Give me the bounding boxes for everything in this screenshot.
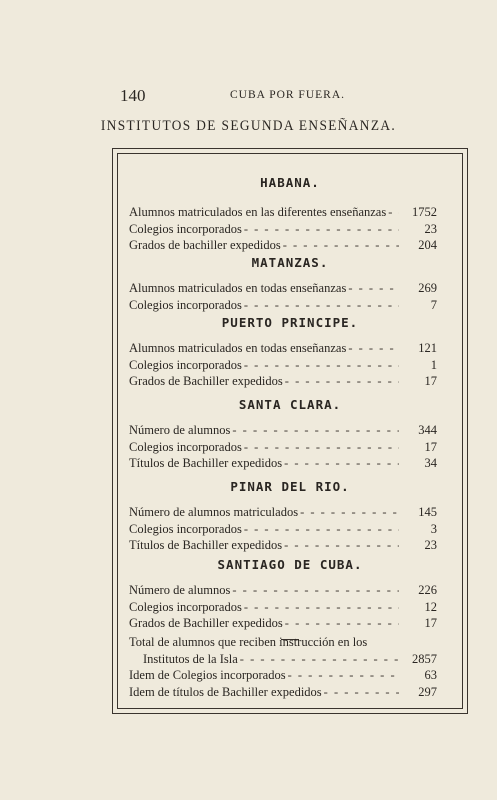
row-label: Alumnos matriculados en todas enseñanzas bbox=[129, 341, 347, 355]
page-title: INSTITUTOS DE SEGUNDA ENSEÑANZA. bbox=[100, 118, 397, 134]
row-value: 269 bbox=[418, 281, 437, 295]
table-row bbox=[129, 204, 451, 221]
section-habana bbox=[129, 174, 451, 254]
row-value: 12 bbox=[424, 599, 437, 614]
section-santiago-de-cuba bbox=[129, 556, 451, 640]
section-title: SANTA CLARA. bbox=[238, 397, 342, 412]
row-label: Colegios incorporados bbox=[129, 439, 242, 454]
row-label: Colegios incorporados bbox=[129, 521, 242, 536]
row-value: 226 bbox=[418, 583, 437, 597]
table-row bbox=[129, 537, 451, 554]
page-header bbox=[120, 86, 450, 108]
table-row bbox=[129, 521, 451, 538]
row-label: Idem de Colegios incorporados bbox=[129, 668, 286, 683]
table-row bbox=[129, 667, 451, 684]
totals-intro: Total de alumnos que reciben instrucción en los bbox=[129, 635, 368, 649]
row-label: Institutos de la Isla bbox=[143, 651, 238, 666]
row-label: Colegios incorporados bbox=[129, 221, 242, 236]
table-row bbox=[129, 297, 451, 314]
section-matanzas bbox=[129, 254, 451, 313]
row-value: 297 bbox=[418, 684, 437, 699]
row-value: 121 bbox=[418, 341, 437, 355]
table-row bbox=[129, 373, 451, 390]
table-row bbox=[129, 684, 451, 701]
section-title: MATANZAS. bbox=[251, 255, 329, 270]
table-row bbox=[129, 582, 451, 599]
row-label: Colegios incorporados bbox=[129, 297, 242, 312]
section-totals bbox=[129, 634, 451, 700]
row-label: Títulos de Bachiller expedidos bbox=[129, 538, 283, 553]
row-label: Número de alumnos bbox=[129, 423, 231, 437]
table-row bbox=[129, 455, 451, 472]
row-value: 344 bbox=[418, 423, 437, 437]
section-title: HABANA. bbox=[260, 175, 320, 190]
row-label: Número de alumnos bbox=[129, 583, 231, 597]
page-number: 140 bbox=[120, 86, 146, 105]
row-label: Grados de Bachiller expedidos bbox=[129, 616, 283, 631]
table-row bbox=[129, 504, 451, 521]
section-pinar-del-rio bbox=[129, 478, 451, 554]
row-label: Número de alumnos matriculados bbox=[129, 505, 299, 519]
table-row bbox=[129, 221, 451, 238]
row-label: Idem de títulos de Bachiller expedidos bbox=[129, 684, 322, 699]
section-santa-clara bbox=[129, 396, 451, 472]
table-row bbox=[129, 340, 451, 357]
table-row bbox=[129, 439, 451, 456]
row-value: 2857 bbox=[412, 651, 437, 666]
table-row bbox=[129, 280, 451, 297]
row-value: 34 bbox=[424, 456, 437, 471]
running-head: CUBA POR FUERA. bbox=[230, 89, 346, 101]
row-label: Alumnos matriculados en todas enseñanzas bbox=[129, 281, 347, 295]
row-value: 1752 bbox=[412, 205, 437, 219]
table-row bbox=[129, 599, 451, 616]
row-value: 63 bbox=[424, 668, 437, 683]
row-label: Títulos de Bachiller expedidos bbox=[129, 456, 283, 471]
table-row bbox=[129, 422, 451, 439]
row-value: 17 bbox=[424, 374, 437, 389]
row-label: Colegios incorporados bbox=[129, 357, 242, 372]
section-puerto-principe bbox=[129, 314, 451, 390]
row-value: 145 bbox=[418, 505, 437, 519]
row-value: 7 bbox=[430, 297, 437, 312]
section-title: PUERTO PRINCIPE. bbox=[221, 315, 359, 330]
row-value: 204 bbox=[418, 238, 437, 253]
row-value: 3 bbox=[430, 521, 437, 536]
row-value: 23 bbox=[424, 221, 437, 236]
row-label: Grados de bachiller expedidos bbox=[129, 238, 281, 253]
section-title: SANTIAGO DE CUBA. bbox=[217, 557, 363, 572]
table-row bbox=[129, 237, 451, 254]
row-value: 1 bbox=[430, 357, 437, 372]
row-label: Grados de Bachiller expedidos bbox=[129, 374, 283, 389]
row-label: Colegios incorporados bbox=[129, 599, 242, 614]
table-row bbox=[129, 651, 451, 668]
table-row bbox=[129, 615, 451, 632]
row-value: 17 bbox=[424, 439, 437, 454]
row-value: 17 bbox=[424, 616, 437, 631]
row-value: 23 bbox=[424, 538, 437, 553]
table-row bbox=[129, 357, 451, 374]
row-label: Alumnos matriculados en las diferentes enseñanzas bbox=[129, 205, 387, 219]
section-title: PINAR DEL RIO. bbox=[230, 479, 350, 494]
